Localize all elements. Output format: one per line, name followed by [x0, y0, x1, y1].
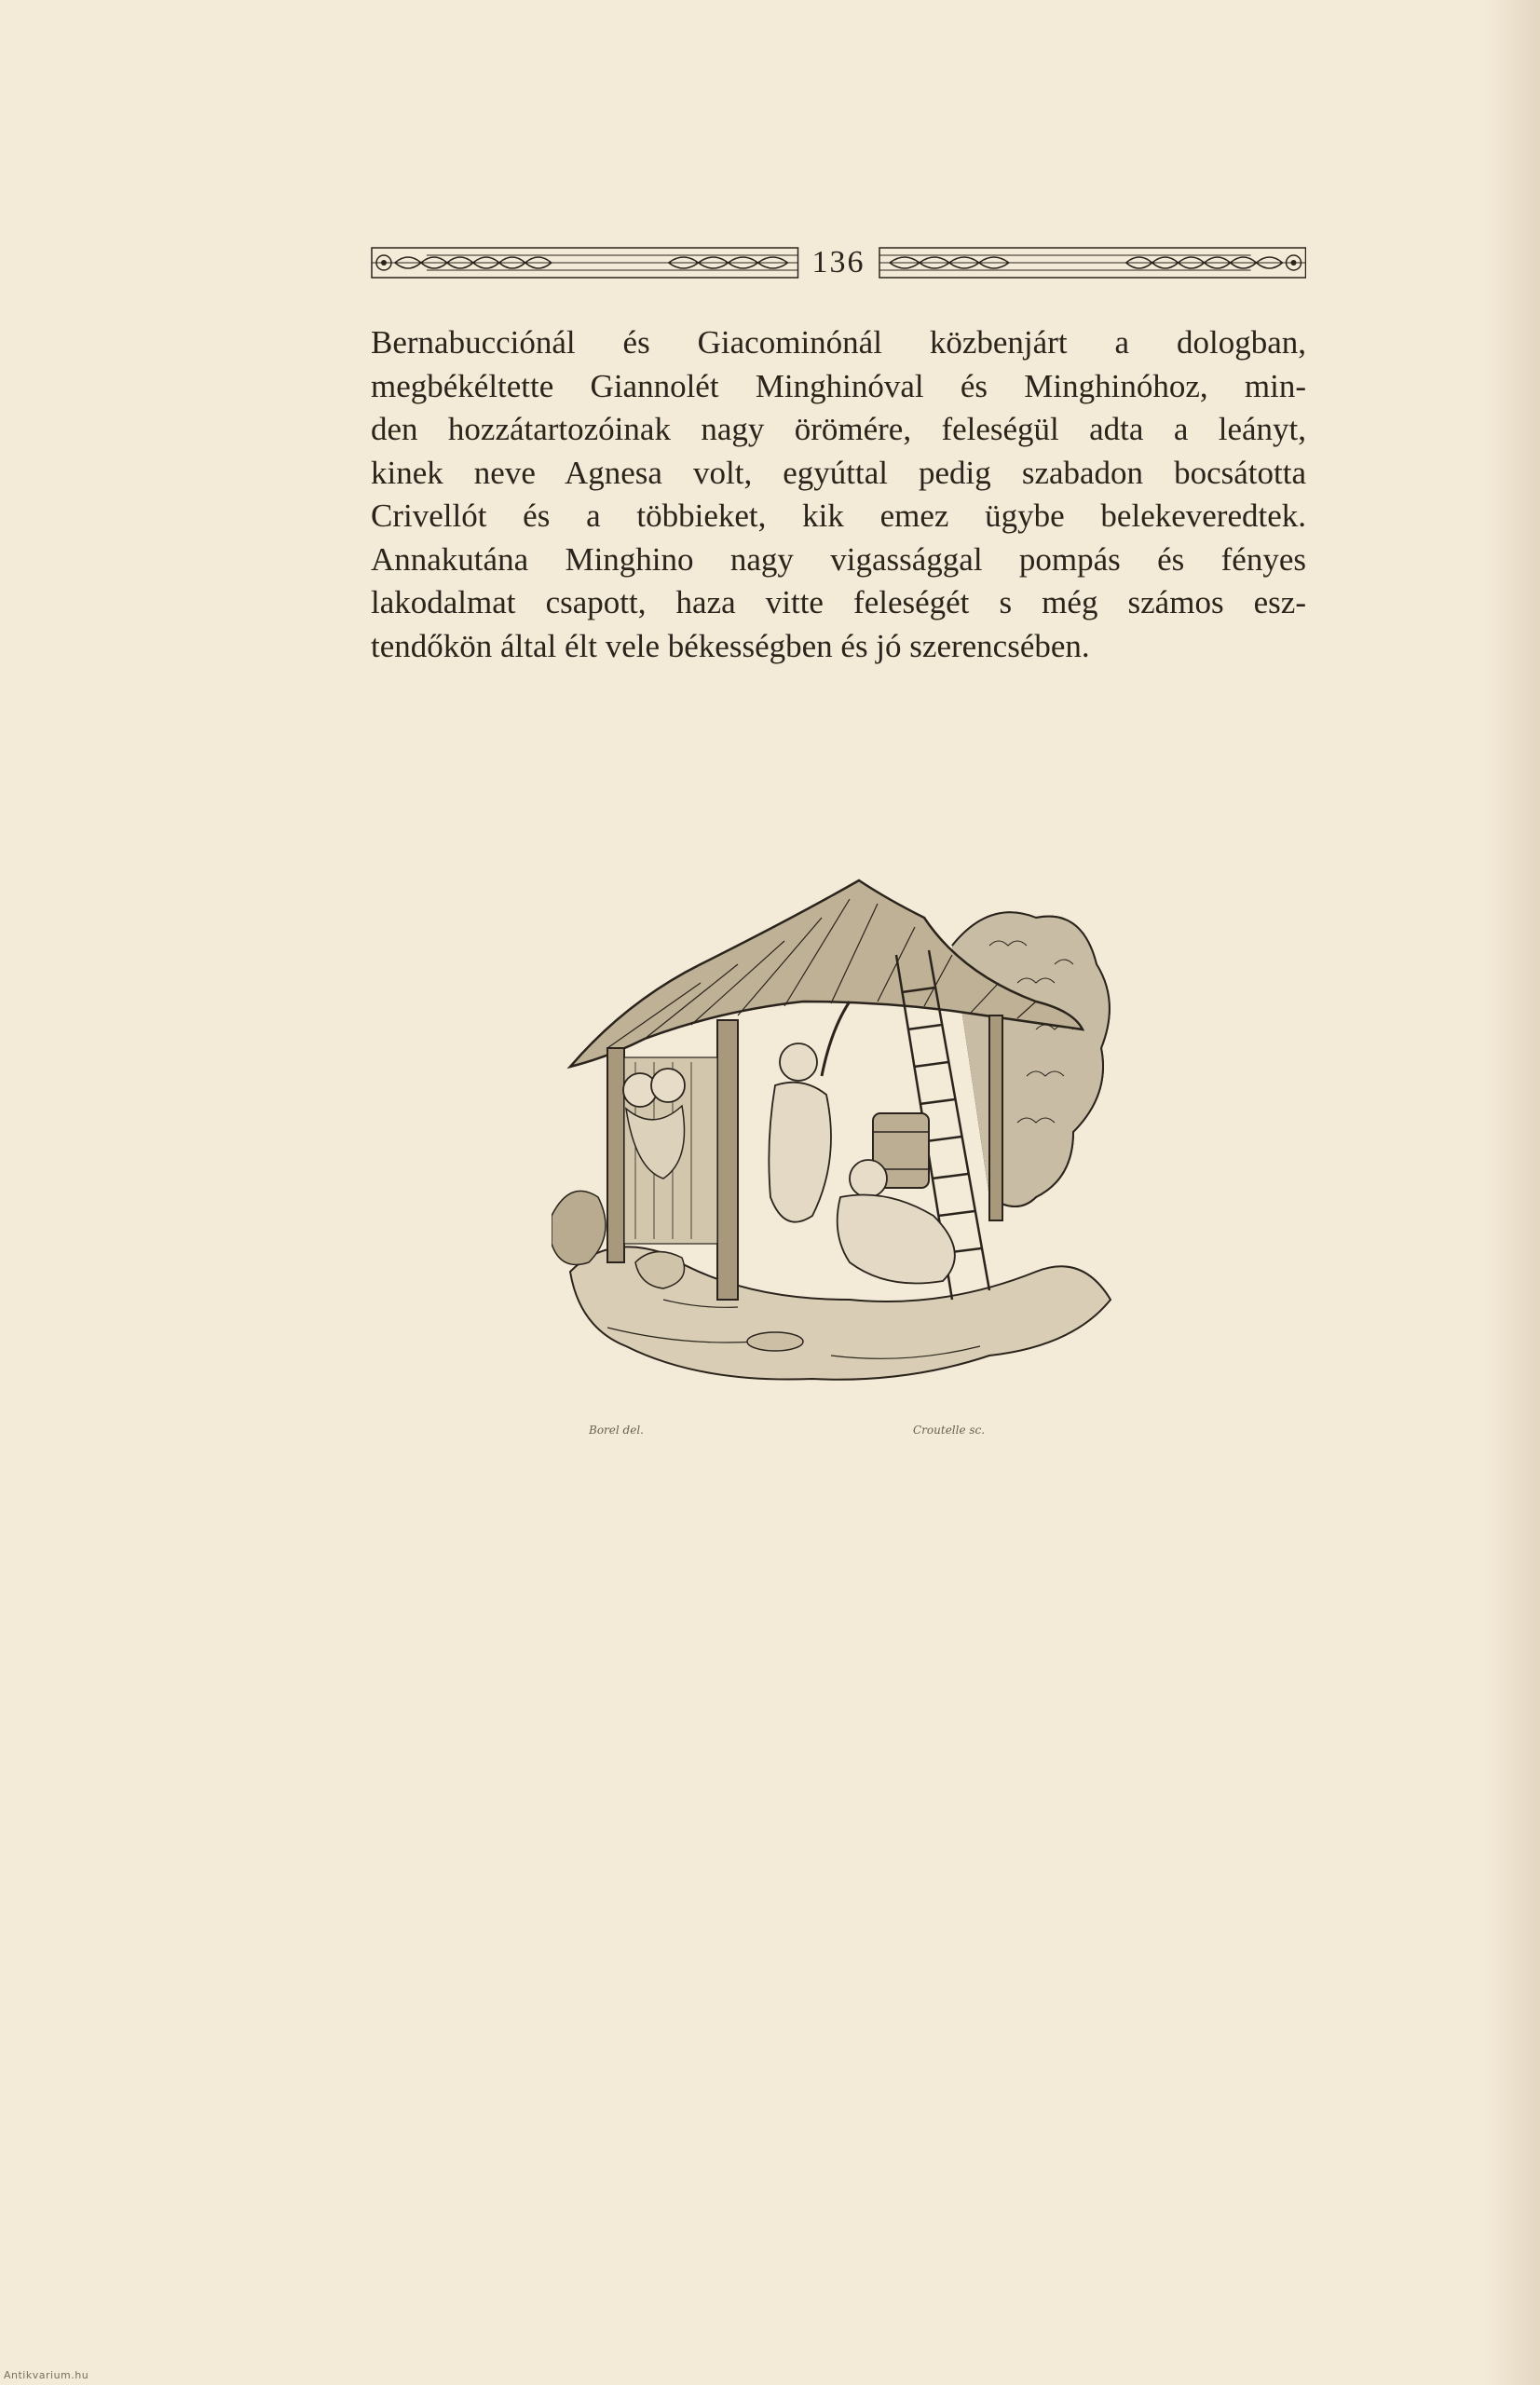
watermark: Antikvarium.hu: [4, 2369, 89, 2381]
body-text: [371, 321, 1306, 668]
illustration-signature-left: Borel del.: [589, 1424, 644, 1437]
page-number: 136: [811, 245, 865, 279]
text-line: lakodalmat csapott, haza vitte feleségét s még számos esz-: [371, 584, 1306, 620]
text-line: Bernabucciónál és Giacominónál közbenjárt a dologban,: [371, 324, 1306, 361]
text-line: Crivellót és a többieket, kik emez ügybe belekeveredtek.: [371, 497, 1306, 534]
text-line: kinek neve Agnesa volt, egyúttal pedig szabadon bocsátotta: [371, 454, 1306, 491]
text-line: tendőkön által élt vele békességben és jó szerencsében.: [371, 627, 1090, 664]
text-line: den hozzátartozóinak nagy örömére, feleségül adta a leányt,: [371, 411, 1306, 447]
engraved-vignette-illustration: [552, 862, 1129, 1449]
header-ornament-right: [879, 244, 1307, 281]
text-line: Annakutána Minghino nagy vigassággal pompás és fényes: [371, 540, 1306, 578]
text-line: megbékéltette Giannolét Minghinóval és Minghinóhoz, min-: [371, 367, 1306, 404]
page-edge-shadow: [1484, 0, 1540, 2385]
page-header: [371, 244, 1306, 281]
illustration-signature-right: Croutelle sc.: [913, 1424, 986, 1437]
header-ornament-left: [371, 244, 799, 281]
